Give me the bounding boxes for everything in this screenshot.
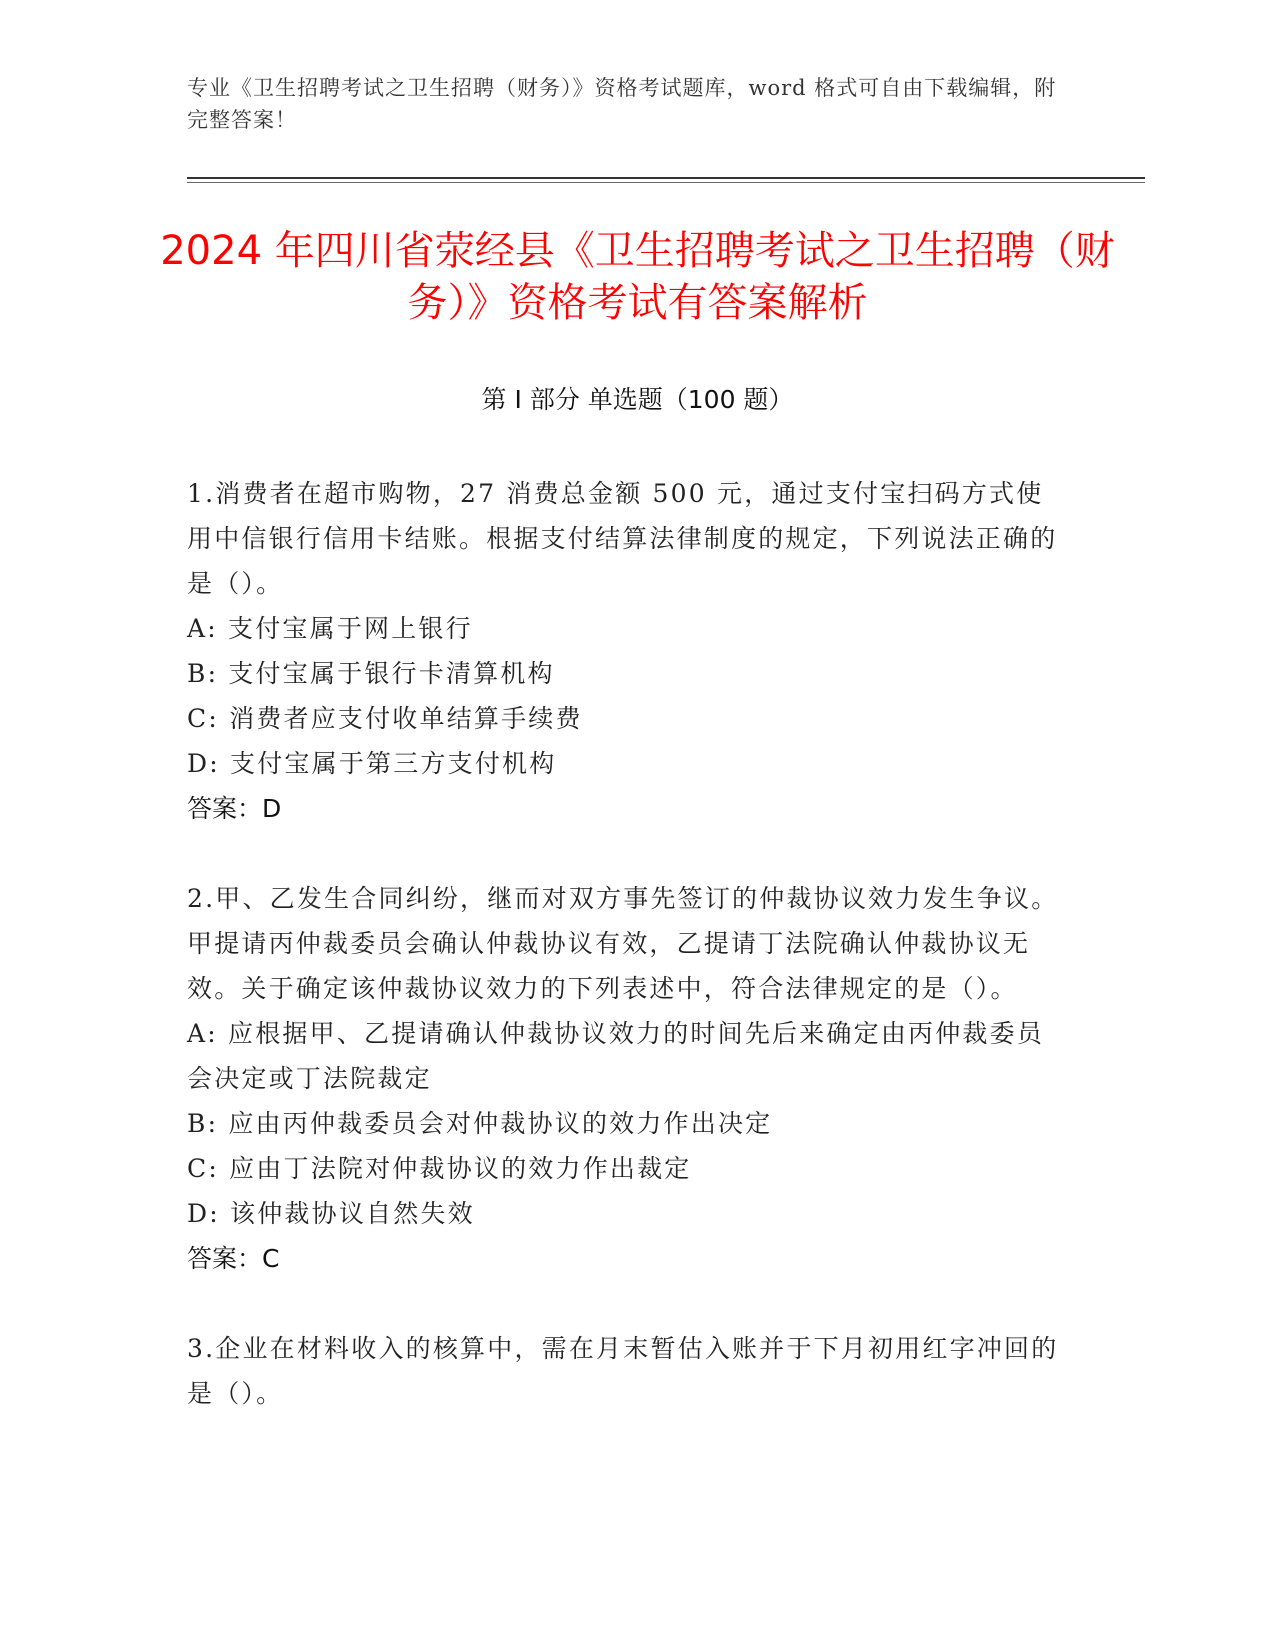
option-b: B: 应由丙仲裁委员会对仲裁协议的效力作出决定 <box>187 1109 773 1138</box>
answer: 答案：D <box>187 794 282 823</box>
option-b: B: 支付宝属于银行卡清算机构 <box>187 659 555 688</box>
document-title: 2024 年四川省荥经县《卫生招聘考试之卫生招聘（财务）》资格考试有答案解析 <box>160 228 1115 326</box>
option-d: D: 支付宝属于第三方支付机构 <box>187 749 557 778</box>
question-stem: 3.企业在材料收入的核算中，需在月末暂估入账并于下月初用红字冲回的是（）。 <box>187 1334 1059 1408</box>
option-c: C: 消费者应支付收单结算手续费 <box>187 704 583 733</box>
option-c: C: 应由丁法院对仲裁协议的效力作出裁定 <box>187 1154 692 1183</box>
question-item <box>187 471 1067 831</box>
option-a: A: 支付宝属于网上银行 <box>187 614 473 643</box>
header-divider <box>187 177 1145 179</box>
question-stem: 1.消费者在超市购物，27 消费总金额 500 元，通过支付宝扫码方式使用中信银行信用卡结账。根据支付结算法律制度的规定，下列说法正确的是（）。 <box>187 479 1058 598</box>
option-d: D: 该仲裁协议自然失效 <box>187 1199 475 1228</box>
question-stem: 2.甲、乙发生合同纠纷，继而对双方事先签订的仲裁协议效力发生争议。甲提请丙仲裁委员会确认仲裁协议有效，乙提请丁法院确认仲裁协议无效。关于确定该仲裁协议效力的下列表述中，符合法律规定的是（）。 <box>187 884 1059 1003</box>
header-divider-thin <box>187 182 1145 183</box>
option-a: A: 应根据甲、乙提请确认仲裁协议效力的时间先后来确定由丙仲裁委员会决定或丁法院裁定 <box>187 1019 1045 1093</box>
header-note: 专业《卫生招聘考试之卫生招聘（财务）》资格考试题库，word 格式可自由下载编辑，附完整答案！ <box>187 76 1057 132</box>
question-item <box>187 876 1067 1281</box>
answer: 答案：C <box>187 1244 280 1273</box>
question-list <box>187 471 1067 1461</box>
section-title: 第 I 部分 单选题（100 题） <box>481 385 794 414</box>
question-item <box>187 1326 1067 1416</box>
